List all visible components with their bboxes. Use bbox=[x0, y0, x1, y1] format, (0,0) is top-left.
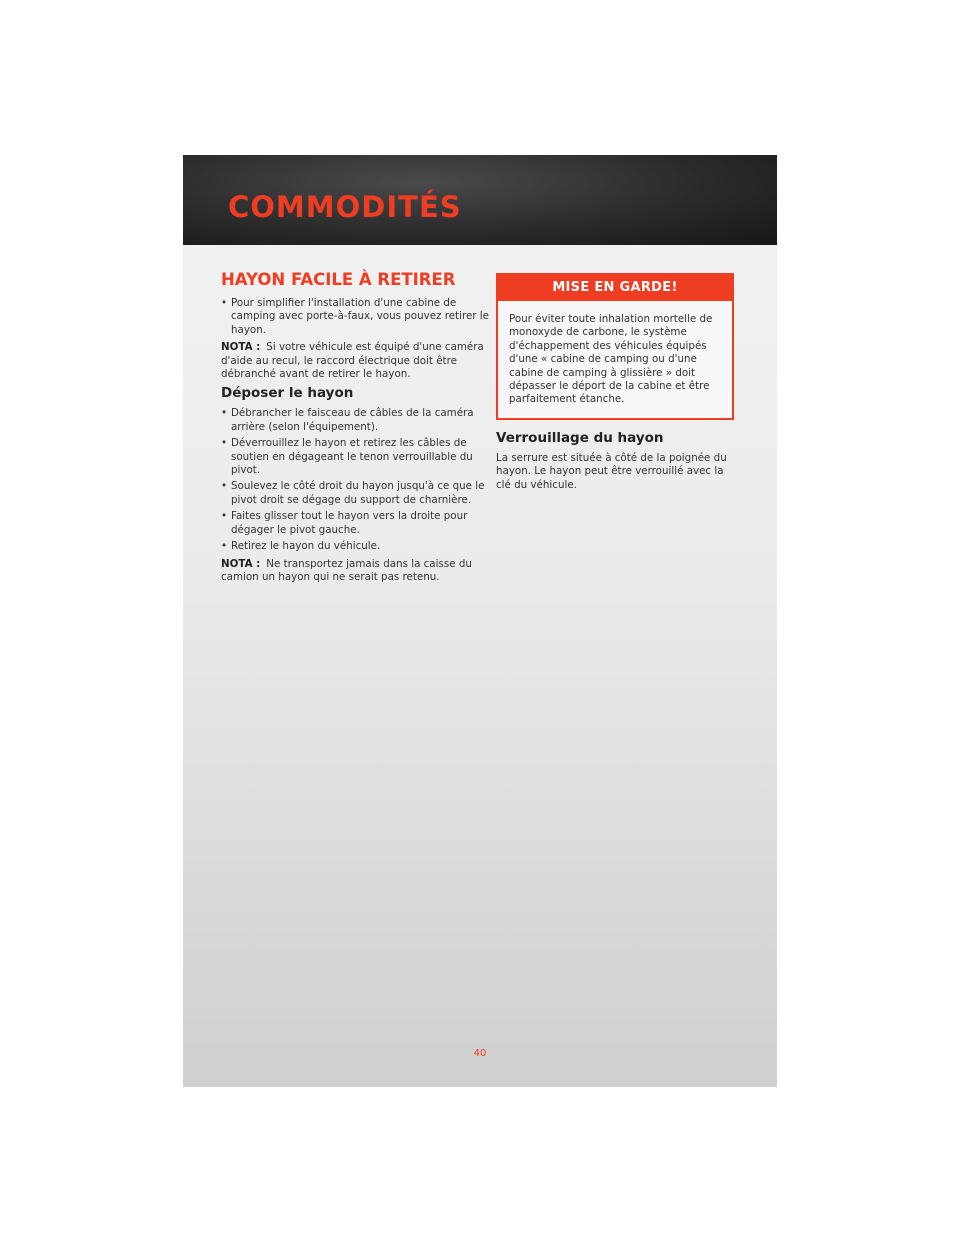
section-title: COMMODITÉS bbox=[228, 190, 462, 224]
bullet-icon: • bbox=[221, 407, 228, 420]
list-item: • Soulevez le côté droit du hayon jusqu'à ce que le pivot droit se dégage du support de charnière. bbox=[221, 480, 485, 506]
list-item: • Déverrouillez le hayon et retirez les câbles de soutien en dégageant le tenon verrouillable du pivot. bbox=[221, 437, 473, 477]
lock-paragraph: La serrure est située à côté de la poignée du hayon. Le hayon peut être verrouillé avec la clé du véhicule. bbox=[496, 451, 727, 491]
warning-box bbox=[496, 273, 734, 420]
note-block bbox=[221, 341, 501, 381]
bullet-icon: • bbox=[221, 540, 228, 553]
warning-title: MISE EN GARDE! bbox=[498, 275, 732, 301]
warning-text: Pour éviter toute inhalation mortelle de monoxyde de carbone, le système d'échappement des véhicules équipés d'une « cabine de camping ou d'une cabine de camping à glissière » doit dépasser le déport de la cabine et être parfaitement étanche. bbox=[509, 313, 713, 406]
note-label: NOTA : bbox=[221, 341, 261, 354]
right-column bbox=[496, 273, 736, 492]
note-label: NOTA : bbox=[221, 557, 261, 570]
page-number: 40 bbox=[473, 1048, 487, 1059]
manual-page bbox=[183, 155, 777, 1087]
section-header bbox=[183, 155, 777, 245]
list-item: • Faites glisser tout le hayon vers la droite pour dégager le pivot gauche. bbox=[221, 510, 468, 536]
main-heading: HAYON FACILE À RETIRER bbox=[221, 270, 456, 289]
subheading-lock-tailgate: Verrouillage du hayon bbox=[496, 429, 664, 446]
note-text: Si votre véhicule est équipé d'une caméra d'aide au recul, le raccord électrique doit être débranché avant de retirer le hayon. bbox=[221, 341, 484, 381]
note-block bbox=[221, 558, 501, 585]
list-item: • Pour simplifier l'installation d'une cabine de camping avec porte-à-faux, vous pouvez retirer le hayon. bbox=[221, 297, 490, 336]
list-item: • Retirez le hayon du véhicule. bbox=[221, 540, 381, 553]
list-item: • Débrancher le faisceau de câbles de la caméra arrière (selon l'équipement). bbox=[221, 407, 474, 433]
bullet-icon: • bbox=[221, 297, 228, 309]
bullet-icon: • bbox=[221, 510, 228, 523]
subheading-remove-tailgate: Déposer le hayon bbox=[221, 385, 354, 402]
left-column bbox=[221, 270, 501, 588]
note-text: Ne transportez jamais dans la caisse du camion un hayon qui ne serait pas retenu. bbox=[221, 557, 472, 583]
bullet-icon: • bbox=[221, 437, 228, 450]
bullet-icon: • bbox=[221, 480, 228, 493]
